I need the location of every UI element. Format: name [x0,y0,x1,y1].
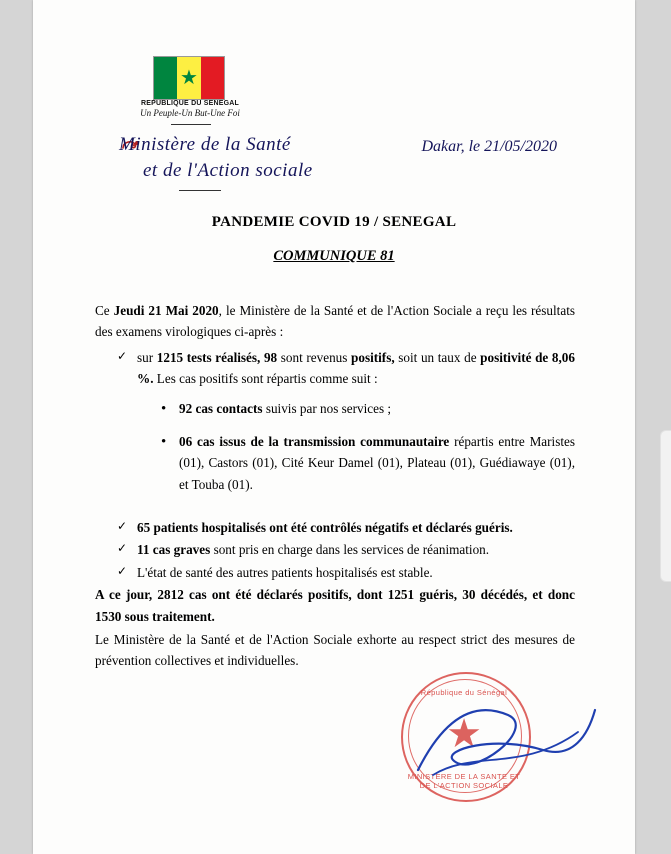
list-item [137,539,575,560]
document-content [33,0,635,854]
page-title: PANDEMIE COVID 19 / SENEGAL [211,214,457,230]
ministry-name-line1: Ministère de la Santé [119,134,291,155]
emphasis-text: 1215 tests réalisés, 98 [156,349,278,365]
plain-text: Les cas positifs sont répartis comme suit : [153,371,378,387]
emphasis-text: positivité de 8,06 %. [137,349,575,387]
plain-text: répartis entre Maristes (01), Castors (01), Cité Keur Damel (01), Plateau (01), Guédiawaye (01), et Touba (01). [179,433,575,492]
stamp-emblem-icon: ★ [446,711,482,756]
header-divider-2 [179,190,221,191]
dateline: Dakar, le 21/05/2020 [421,138,557,155]
closing-paragraph: Le Ministère de la Santé et de l'Action Sociale exhorte au respect strict des mesures de prévention collectives et individuelles. [95,631,575,669]
plain-text: L'état de santé des autres patients hospitalisés est stable. [137,564,433,580]
plain-text: sont revenus [277,349,352,365]
list-item [179,398,575,419]
header-divider-1 [171,124,211,125]
republic-motto: Un Peuple-Un But-Une Foi [140,108,240,118]
plain-text: sur [137,349,157,365]
plain-text: sont pris en charge dans les services de réanimation. [210,542,490,558]
check-list-1 [95,347,575,390]
senegal-flag-icon: ★ [153,56,225,100]
paper-sheet [33,0,635,854]
emphasis-text: positifs, [351,349,395,365]
intro-after: , le Ministère de la Santé et de l'Action Sociale a reçu les résultats des examens virologiques ci-après : [95,303,575,340]
emphasis-text: 06 cas issus de la transmission communautaire [179,433,450,449]
plain-text: soit un taux de [394,349,481,365]
emphasis-text: A ce jour, 2812 cas ont été déclarés positifs, dont 1251 guéris, 30 décédés, et donc 1530 sous traitement. [95,587,575,624]
summary-paragraph [95,584,575,627]
scroll-edge-tab[interactable] [660,430,671,582]
signature-icon [413,680,603,800]
list-item [179,431,575,495]
emphasis-text: 92 cas contacts [179,400,263,416]
list-item [137,347,575,390]
intro-paragraph [95,300,575,343]
stamp-arc-bottom: MINISTERE DE LA SANTE ET DE L'ACTION SOCIALE [407,772,521,790]
ministry-name-line2: et de l'Action sociale [143,160,313,181]
list-item [137,517,575,538]
plain-text: suivis par nos services ; [262,400,392,416]
intro-date: Jeudi 21 Mai 2020 [113,303,219,318]
check-list-2 [95,517,575,583]
emphasis-text: 11 cas graves [137,542,211,558]
list-item [137,562,575,583]
page-subtitle: COMMUNIQUE 81 [273,248,395,264]
bullet-list [95,398,575,496]
stamp-arc-top: République du Sénégal [420,688,508,697]
document-body [95,300,575,674]
intro-before: Ce [95,303,114,318]
emphasis-text: 65 patients hospitalisés ont été contrôlés négatifs et déclarés guéris. [137,520,513,535]
republic-title: REPUBLIQUE DU SENEGAL [141,100,239,107]
